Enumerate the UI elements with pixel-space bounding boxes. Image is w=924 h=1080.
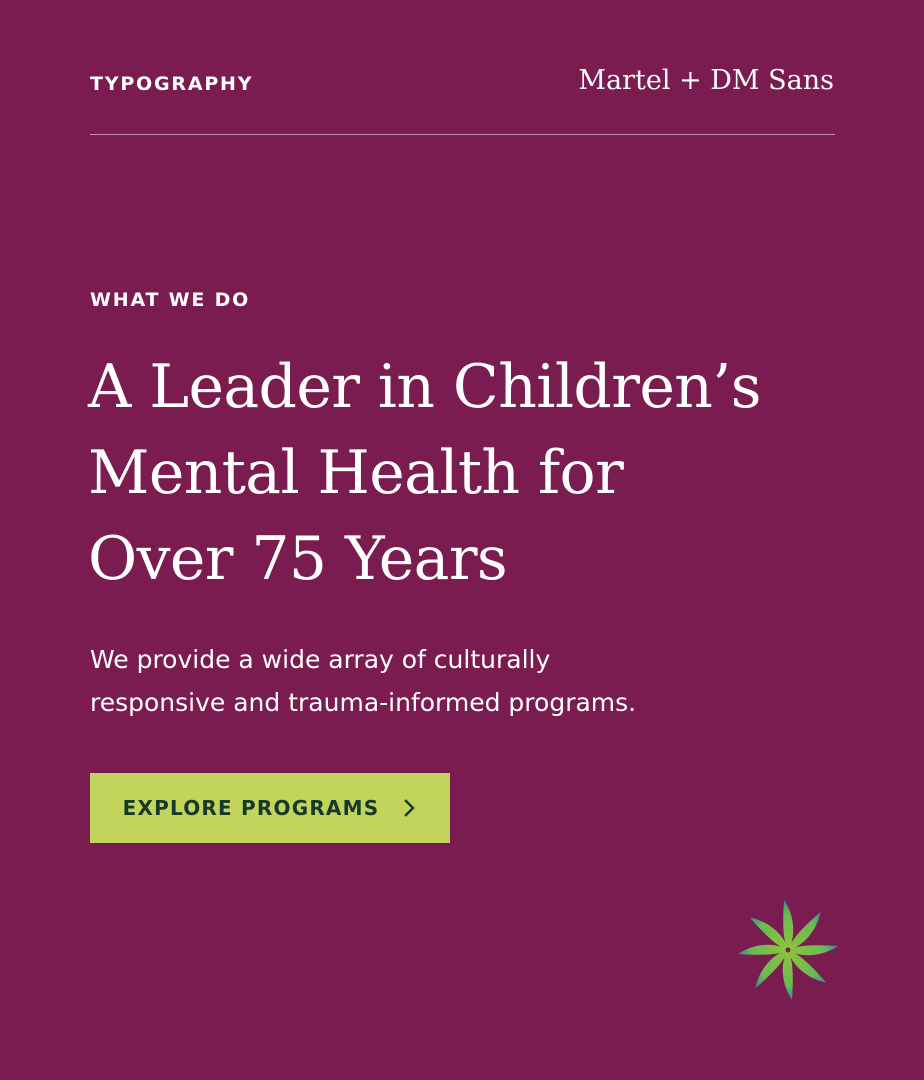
header-divider (90, 134, 835, 135)
headline-line-2: Mental Health for (88, 438, 624, 508)
headline-line-3: Over 75 Years (88, 524, 508, 594)
eyebrow-label: WHAT WE DO (90, 289, 251, 311)
pinwheel-leaf-logo-icon (734, 896, 842, 1004)
explore-programs-label: EXPLORE PROGRAMS (122, 796, 380, 820)
section-label: TYPOGRAPHY (90, 73, 254, 95)
hero-headline (88, 344, 848, 602)
font-pair-label: Martel + DM Sans (578, 65, 834, 96)
headline-line-1: A Leader in Children’s (88, 352, 761, 422)
explore-programs-button[interactable] (90, 773, 450, 843)
description-line-2: responsive and trauma-informed programs. (90, 688, 637, 717)
chevron-right-icon (401, 799, 417, 817)
hero-description (90, 638, 710, 724)
description-line-1: We provide a wide array of culturally (90, 645, 551, 674)
